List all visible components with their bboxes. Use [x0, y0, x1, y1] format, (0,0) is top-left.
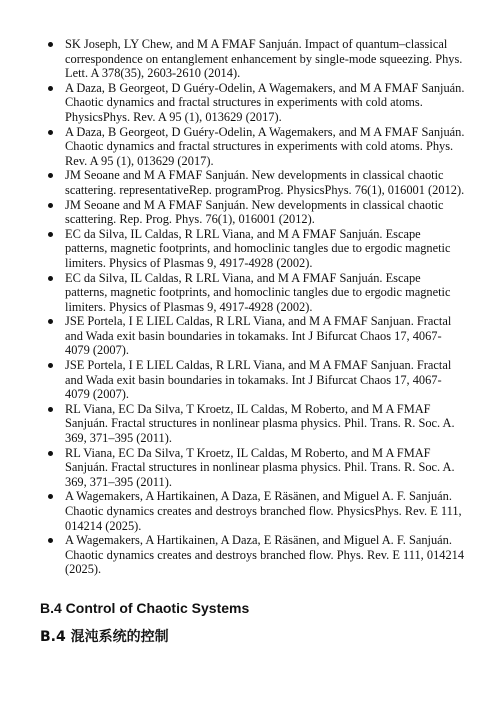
reference-text: A Wagemakers, A Hartikainen, A Daza, E Räsänen, and Miguel A. F. Sanjuán. Chaotic dynamics creates and destroys branched flow. Phys. Rev. E 111, 014214 (2025). [65, 533, 465, 577]
reference-text: A Daza, B Georgeot, D Guéry-Odelin, A Wagemakers, and M A FMAF Sanjuán. Chaotic dynamics and fractal structures in experiments with cold atoms. Phys. Rev. A 95 (1), 013629 (2017). [65, 124, 465, 168]
reference-text: EC da Silva, IL Caldas, R LRL Viana, and M A FMAF Sanjuán. Escape patterns, magnetic footprints, and homoclinic tangles due to ergodic magnetic limiters. Physics of Plasmas 9, 4917-4928 (2002). [65, 226, 451, 270]
bullet-icon [48, 86, 53, 91]
reference-text: EC da Silva, IL Caldas, R LRL Viana, and M A FMAF Sanjuán. Escape patterns, magnetic footprints, and homoclinic tangles due to ergodic magnetic limiters. Physics of Plasmas 9, 4917-4928 (2002). [65, 270, 451, 314]
section-heading-chinese: B.4 混沌系统的控制 [40, 629, 169, 645]
bullet-icon [48, 232, 53, 237]
bullet-icon [48, 42, 53, 47]
bullet-icon [48, 451, 53, 456]
reference-item [43, 402, 465, 446]
reference-item [43, 227, 465, 271]
reference-item [43, 446, 465, 490]
reference-item [43, 271, 465, 315]
reference-text: A Wagemakers, A Hartikainen, A Daza, E Räsänen, and Miguel A. F. Sanjuán. Chaotic dynamics creates and destroys branched flow. PhysicsPhys. Rev. E 111, 014214 (2025). [65, 489, 462, 533]
bullet-icon [48, 276, 53, 281]
bullet-icon [48, 363, 53, 368]
reference-item [43, 37, 465, 81]
reference-text: RL Viana, EC Da Silva, T Kroetz, IL Caldas, M Roberto, and M A FMAF Sanjuán. Fractal structures in nonlinear plasma physics. Phil. Trans. R. Soc. A. 369, 371–395 (2011). [65, 401, 455, 446]
reference-item [43, 168, 465, 197]
reference-item [43, 125, 465, 169]
reference-text: RL Viana, EC Da Silva, T Kroetz, IL Caldas, M Roberto, and M A FMAF Sanjuán. Fractal structures in nonlinear plasma physics. Phil. Trans. R. Soc. A. 369, 371–395 (2011). [65, 445, 455, 489]
bullet-icon [48, 203, 53, 208]
bullet-icon [48, 494, 53, 499]
bullet-icon [48, 130, 53, 135]
reference-item [43, 489, 465, 533]
reference-text: JSE Portela, I E LIEL Caldas, R LRL Viana, and M A FMAF Sanjuan. Fractal and Wada exit basin boundaries in tokamaks. Int J Bifurcat Chaos 17, 4067-4079 (2007). [65, 358, 452, 402]
reference-item [43, 533, 465, 577]
reference-item [43, 358, 465, 402]
reference-text: A Daza, B Georgeot, D Guéry-Odelin, A Wagemakers, and M A FMAF Sanjuán. Chaotic dynamics and fractal structures in experiments with cold atoms. PhysicsPhys. Rev. A 95 (1), 013629 (2017). [65, 80, 465, 124]
reference-text: JM Seoane and M A FMAF Sanjuán. New developments in classical chaotic scattering. Rep. Prog. Phys. 76(1), 016001 (2012). [65, 197, 444, 227]
bullet-icon [48, 538, 53, 543]
reference-text: JSE Portela, I E LIEL Caldas, R LRL Viana, and M A FMAF Sanjuan. Fractal and Wada exit basin boundaries in tokamaks. Int J Bifurcat Chaos 17, 4067-4079 (2007). [65, 314, 452, 358]
reference-item [43, 198, 465, 227]
reference-item [43, 314, 465, 358]
reference-list [43, 37, 465, 577]
bullet-icon [48, 319, 53, 324]
section-heading-english: B.4 Control of Chaotic Systems [40, 600, 250, 616]
reference-text: SK Joseph, LY Chew, and M A FMAF Sanjuán. Impact of quantum–classical correspondence on entanglement enhancement by single-mode squeezing. Phys. Lett. A 378(35), 2603-2610 (2014). [65, 37, 463, 81]
reference-text: JM Seoane and M A FMAF Sanjuán. New developments in classical chaotic scattering. representativeRep. programProg. PhysicsPhys. 76(1), 016001 (2012). [65, 168, 465, 197]
bullet-icon [48, 407, 53, 412]
reference-item [43, 81, 465, 125]
bullet-icon [48, 173, 53, 178]
